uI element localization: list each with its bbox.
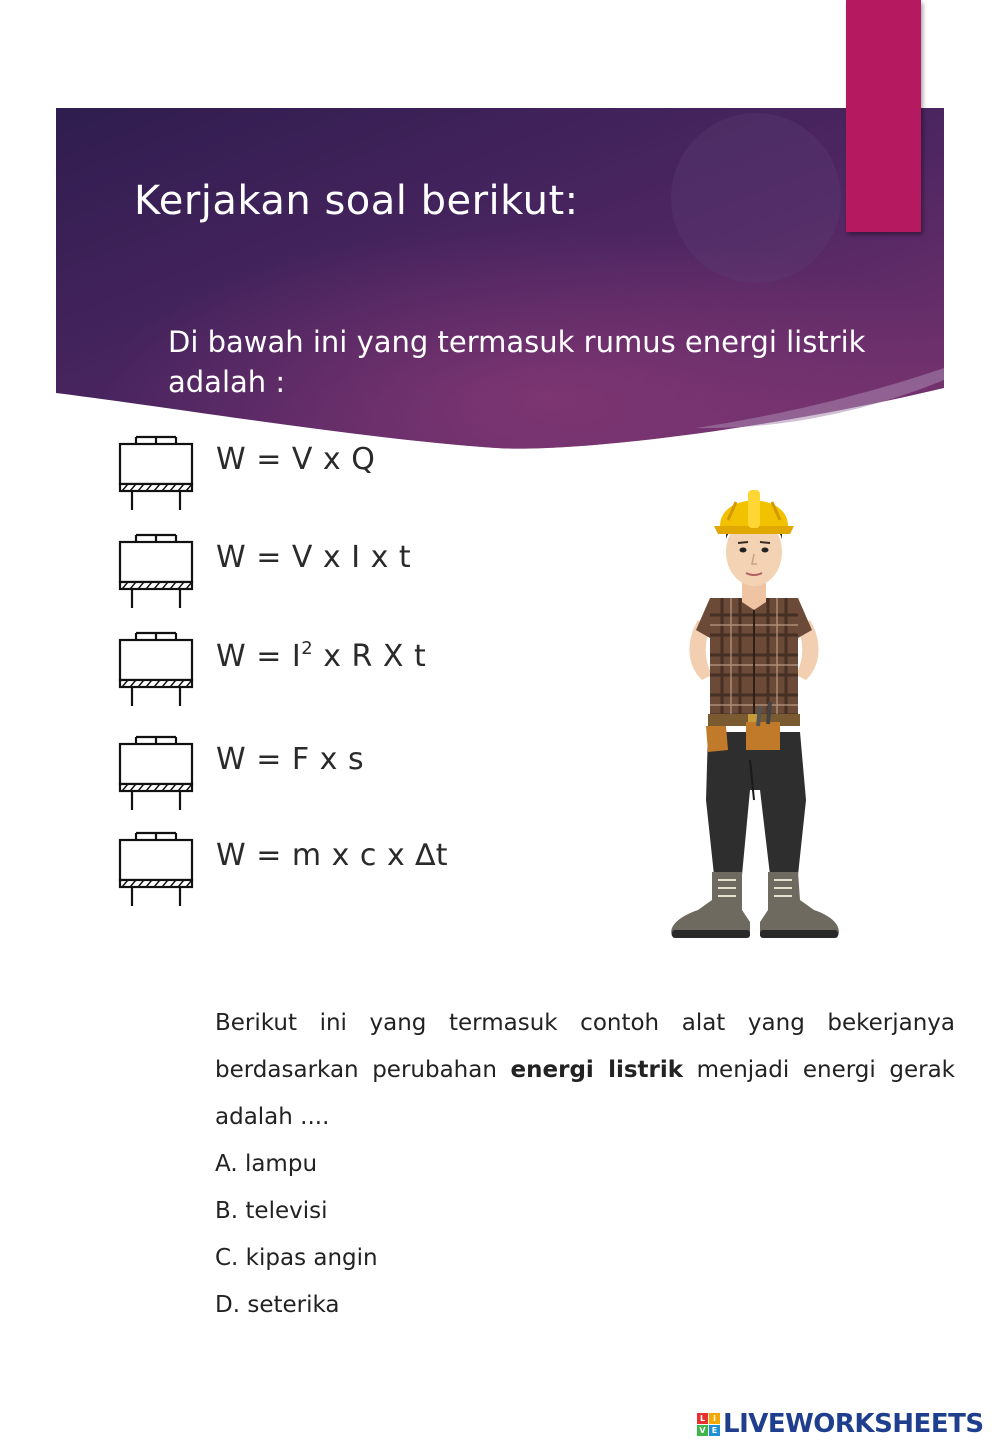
formula-option-4[interactable] [116,732,536,812]
bold-term: energi listrik [510,1057,684,1083]
construction-worker-icon [650,470,860,950]
formula-option-5[interactable] [116,828,536,908]
accent-bar [846,0,921,232]
answer-option-d[interactable]: D. seterika [215,1292,340,1318]
checkbox-icon[interactable] [116,828,196,908]
answer-option-a[interactable]: A. lampu [215,1151,318,1177]
question-2 [215,1000,955,1329]
formula-text: W = V x I x t [216,540,412,575]
liveworksheets-logo-text: LIVEWORKSHEETS [723,1409,984,1439]
formula-text: W = m x c x ∆t [216,838,449,873]
answer-option-c[interactable]: C. kipas angin [215,1245,378,1271]
checkbox-icon[interactable] [116,732,196,812]
checkbox-icon[interactable] [116,628,196,708]
answer-option-b[interactable]: B. televisi [215,1198,328,1224]
formula-text: W = F x s [216,742,365,777]
question-2-text: Berikut ini yang termasuk contoh alat yang bekerjanya berdasarkan perubahan energi listrik menjadi energi gerak adalah .... [215,1010,955,1130]
checkbox-icon[interactable] [116,432,196,512]
page-title: Kerjakan soal berikut: [134,178,579,224]
checkbox-icon[interactable] [116,530,196,610]
formula-text: W = V x Q [216,442,376,477]
formula-option-3[interactable] [116,628,536,708]
formula-text: $W = I^2$ x R X t [216,638,427,674]
question-1-text: Di bawah ini yang termasuk rumus energi listrik adalah : [168,325,866,399]
liveworksheets-logo[interactable] [697,1408,984,1440]
formula-option-2[interactable] [116,530,536,610]
formula-option-1[interactable] [116,432,536,512]
liveworksheets-logo-icon: L i V E [697,1413,720,1436]
